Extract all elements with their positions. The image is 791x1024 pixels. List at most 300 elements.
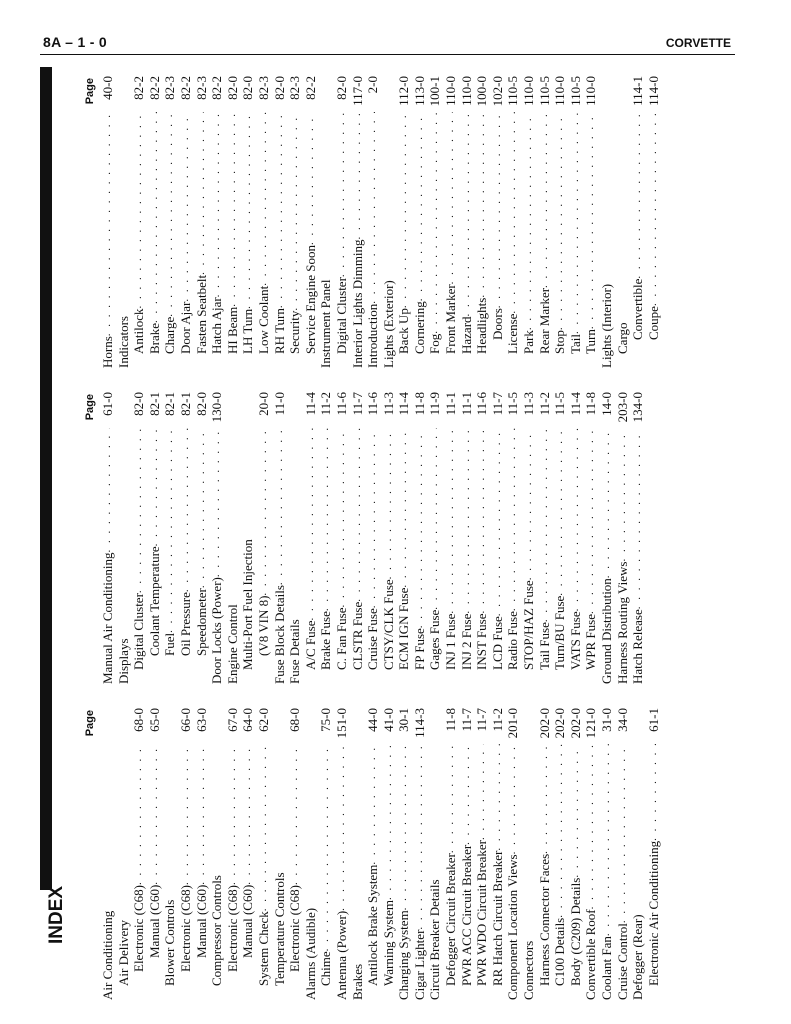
entry-page: 110-5: [505, 76, 521, 106]
entry-label: Electronic (C68): [224, 885, 240, 972]
entry-label: Cigar Lighter: [411, 929, 427, 1000]
leader-dots: [272, 428, 288, 585]
leader-dots: [147, 744, 163, 885]
entry-label: Ground Distribution: [599, 578, 614, 684]
entry-page: 100-0: [474, 76, 490, 107]
leader-dots: [396, 112, 412, 308]
index-entry: [505, 76, 521, 368]
entry-label: Electronic (C68): [287, 885, 303, 972]
entry-label: Chime: [318, 951, 334, 986]
leader-dots: [272, 112, 288, 308]
entry-label: Harness Connector Faces: [536, 853, 552, 986]
leader-dots: [505, 428, 521, 611]
entry-page: 202-0: [536, 708, 552, 739]
entry-page: 11-2: [489, 708, 505, 732]
index-entry: [365, 708, 381, 1000]
leader-dots: [583, 428, 599, 614]
leader-dots: [630, 112, 646, 279]
leader-dots: [490, 744, 506, 851]
leader-dots: [240, 744, 256, 885]
index-entry: [459, 392, 475, 684]
index-entry: [225, 76, 241, 368]
entry-label: C100 Details: [552, 917, 568, 986]
entry-label: Indicators: [115, 316, 131, 368]
entry-label: Tail: [567, 333, 583, 354]
entry-label: LH Turn: [240, 308, 256, 354]
leader-dots: [381, 428, 397, 579]
leader-dots: [474, 112, 490, 298]
index-entry: [599, 708, 615, 1000]
index-entry: [350, 76, 366, 368]
entry-label: Security: [287, 310, 303, 354]
leader-dots: [365, 744, 381, 865]
entry-page: 110-5: [536, 76, 552, 106]
entry-label: Charging System: [396, 910, 412, 1000]
index-entry: [194, 392, 210, 684]
leader-dots: [646, 744, 662, 841]
entry-label: Fasten Seatbelt: [193, 274, 209, 354]
leader-dots: [443, 112, 459, 284]
entry-label: Antenna (Power): [333, 910, 349, 1000]
entry-label: PWR WDO Circuit Breaker: [474, 840, 490, 986]
entry-label: Low Coolant: [255, 285, 271, 354]
leader-dots: [568, 744, 584, 878]
entry-page: 11-4: [567, 392, 583, 416]
index-entry: [427, 392, 443, 684]
entry-label: Front Marker: [443, 284, 459, 354]
entry-page: 62-0: [255, 708, 271, 732]
entry-label: Instrument Panel: [318, 279, 334, 368]
entry-label: FP Fuse: [411, 628, 427, 670]
leader-dots: [162, 428, 178, 633]
index-entry: [178, 76, 194, 368]
leader-dots: [443, 744, 459, 853]
leader-dots: [474, 744, 490, 840]
index-entry: [490, 76, 506, 368]
index-entry: [287, 392, 303, 684]
index-entry: [131, 708, 147, 1000]
entry-label: Fuse Block Details: [271, 585, 287, 684]
index-entry: [287, 708, 303, 1000]
entry-label: Defogger Circuit Breaker: [443, 853, 459, 986]
index-entry: [412, 76, 428, 368]
entry-page: 82-3: [162, 76, 178, 100]
entry-label: STOP/HAZ Fuse: [521, 580, 537, 670]
index-entry: [412, 708, 428, 1000]
entry-page: 110-5: [567, 76, 583, 106]
entry-label: Coolant Temperature: [146, 546, 162, 656]
entry-page: 66-0: [177, 708, 193, 732]
index-content: [84, 60, 724, 1000]
leader-dots: [537, 428, 553, 622]
entry-label: Hatch Release: [630, 609, 646, 684]
entry-label: C. Fan Fuse: [333, 607, 349, 670]
leader-dots: [287, 744, 303, 885]
entry-page: 82-0: [240, 76, 256, 100]
index-entry: [443, 708, 459, 1000]
index-entry: [350, 392, 366, 684]
index-entry: [521, 76, 537, 368]
entry-label: Radio Fuse: [505, 611, 521, 670]
entry-label: Hazard: [458, 316, 474, 354]
index-entry: [646, 708, 662, 1000]
leader-dots: [131, 112, 147, 309]
index-tab-bar: [40, 67, 52, 890]
index-entry: [303, 708, 319, 1000]
index-entry: [381, 708, 397, 1000]
leader-dots: [381, 744, 397, 900]
entry-page: 11-0: [271, 392, 287, 416]
leader-dots: [100, 112, 116, 336]
entry-page: 117-0: [349, 76, 365, 106]
index-entry: [583, 76, 599, 368]
entry-label: System Check: [255, 911, 271, 986]
leader-dots: [365, 112, 381, 304]
leader-dots: [209, 428, 225, 577]
index-entry: [318, 76, 334, 368]
entry-page: 110-0: [552, 76, 568, 106]
entry-page: 82-3: [255, 76, 271, 100]
index-entry: [443, 392, 459, 684]
entry-label: Horns: [100, 336, 115, 368]
entry-label: Compressor Controls: [209, 875, 225, 986]
entry-page: 11-2: [318, 392, 334, 416]
page-column-header: Page: [84, 710, 96, 737]
entry-page: 41-0: [380, 708, 396, 732]
entry-label: Air Conditioning: [100, 910, 115, 1000]
leader-dots: [443, 428, 459, 614]
entry-label: Turn: [583, 329, 599, 354]
leader-dots: [459, 112, 475, 316]
entry-label: Coupe: [645, 306, 661, 340]
index-entry: [240, 708, 256, 1000]
entry-label: Fog: [427, 333, 443, 354]
leader-dots: [303, 112, 319, 245]
entry-label: Antilock Brake System: [365, 864, 381, 986]
entry-label: Manual (C60): [240, 884, 256, 958]
entry-label: Fuel: [162, 632, 178, 656]
leader-dots: [318, 428, 334, 611]
entry-label: A/C Fuse: [302, 620, 318, 670]
leader-dots: [225, 112, 241, 307]
index-entry: [240, 392, 256, 684]
entry-label: Door Ajar: [177, 301, 193, 354]
entry-label: Defogger (Rear): [630, 914, 646, 1000]
leader-dots: [209, 112, 225, 297]
entry-page: 11-8: [443, 708, 459, 732]
entry-label: INJ 2 Fuse: [458, 613, 474, 670]
index-entry: [272, 76, 288, 368]
entry-page: 11-3: [380, 392, 396, 416]
entry-page: 82-2: [302, 76, 318, 100]
entry-label: HI Beam: [224, 306, 240, 354]
entry-label: LCD Fuse: [489, 616, 505, 670]
leader-dots: [459, 428, 475, 614]
index-entry: [443, 76, 459, 368]
index-entry: [287, 76, 303, 368]
index-entry: [552, 392, 568, 684]
index-entry: [381, 76, 397, 368]
leader-dots: [162, 112, 178, 317]
entry-page: 114-1: [630, 76, 646, 106]
entry-page: 65-0: [146, 708, 162, 732]
index-entry: [318, 392, 334, 684]
entry-label: RR Hatch Circuit Breaker: [489, 850, 505, 986]
index-entry: [505, 708, 521, 1000]
entry-label: Lights (Interior): [599, 283, 614, 368]
index-column-3: [84, 76, 661, 368]
index-entry: [537, 76, 553, 368]
leader-dots: [427, 428, 443, 610]
entry-label: Electronic (C68): [131, 885, 147, 972]
entry-label: Cruise Fuse: [365, 608, 381, 670]
entry-label: Temperature Controls: [271, 872, 287, 986]
index-entry: [303, 392, 319, 684]
entry-label: Rear Marker: [536, 287, 552, 354]
entry-page: 61-1: [645, 708, 661, 732]
leader-dots: [178, 744, 194, 885]
leader-dots: [599, 744, 615, 936]
index-entry: [583, 392, 599, 684]
section-number: 8A – 1 - 0: [43, 34, 107, 50]
leader-dots: [256, 428, 272, 596]
vehicle-title: CORVETTE: [665, 36, 731, 50]
index-entry: [459, 708, 475, 1000]
leader-dots: [412, 428, 428, 628]
leader-dots: [552, 112, 568, 330]
entry-page: 11-7: [489, 392, 505, 416]
index-entry: [147, 708, 163, 1000]
entry-page: 82-0: [333, 76, 349, 100]
index-entry: [630, 708, 646, 1000]
index-entry: [412, 392, 428, 684]
entry-page: 2-0: [365, 76, 381, 94]
entry-page: 110-0: [583, 76, 599, 106]
index-entry: [116, 392, 132, 684]
leader-dots: [552, 428, 568, 596]
leader-dots: [474, 428, 490, 614]
entry-page: 82-1: [177, 392, 193, 416]
index-entry: [194, 76, 210, 368]
index-entry: [365, 392, 381, 684]
index-entry: [100, 76, 116, 368]
entry-label: Circuit Breaker Details: [427, 879, 443, 1000]
leader-dots: [490, 112, 506, 308]
index-entry: [568, 76, 584, 368]
index-entry: [240, 76, 256, 368]
entry-label: Warning System: [380, 900, 396, 986]
index-entry: [162, 392, 178, 684]
index-entry: [583, 708, 599, 1000]
index-entry: [474, 76, 490, 368]
entry-label: (V8 VIN 8): [255, 595, 271, 656]
entry-label: Park: [521, 330, 537, 354]
leader-dots: [131, 428, 147, 593]
index-entry: [521, 708, 537, 1000]
entry-label: Doors: [489, 308, 505, 340]
entry-page: 11-4: [396, 392, 412, 416]
leader-dots: [256, 112, 272, 286]
entry-page: 82-0: [193, 392, 209, 416]
entry-page: 82-0: [271, 76, 287, 100]
index-entry: [209, 76, 225, 368]
index-entry: [100, 708, 116, 1000]
entry-page: 11-5: [552, 392, 568, 416]
entry-page: 11-4: [302, 392, 318, 416]
leader-dots: [225, 744, 241, 885]
entry-page: 201-0: [505, 708, 521, 739]
page-column-header: Page: [84, 394, 96, 421]
index-entry: [209, 392, 225, 684]
entry-page: 82-3: [287, 76, 303, 100]
entry-page: 110-0: [443, 76, 459, 106]
leader-dots: [131, 744, 147, 885]
entry-page: 82-0: [131, 392, 147, 416]
header-rule: [40, 54, 735, 55]
leader-dots: [256, 744, 272, 911]
entry-label: Lights (Exterior): [380, 280, 396, 368]
entry-label: Speedometer: [193, 588, 209, 656]
index-entry: [162, 76, 178, 368]
entry-page: 11-1: [458, 392, 474, 416]
leader-dots: [599, 428, 615, 578]
index-entry: [599, 392, 615, 684]
leader-dots: [537, 112, 553, 288]
index-entry: [381, 392, 397, 684]
leader-dots: [194, 112, 210, 275]
index-label: INDEX: [46, 885, 67, 944]
index-entry: [162, 708, 178, 1000]
index-entry: [272, 708, 288, 1000]
entry-page: 202-0: [552, 708, 568, 739]
index-entry: [427, 76, 443, 368]
index-entry: [209, 708, 225, 1000]
index-entry: [396, 392, 412, 684]
entry-page: 67-0: [224, 708, 240, 732]
index-entry: [365, 76, 381, 368]
leader-dots: [568, 112, 584, 334]
entry-label: Manual (C60): [146, 884, 162, 958]
entry-label: Hatch Ajar: [209, 297, 225, 354]
entry-label: Digital Cluster: [131, 593, 147, 670]
leader-dots: [178, 428, 194, 592]
entry-label: Introduction: [365, 303, 381, 368]
entry-label: WPR Fuse: [583, 614, 599, 670]
entry-label: Connectors: [521, 940, 537, 1000]
entry-page: 11-1: [443, 392, 459, 416]
entry-label: Fuse Details: [287, 619, 303, 684]
leader-dots: [334, 112, 350, 277]
entry-page: 82-2: [146, 76, 162, 100]
index-entry: [334, 76, 350, 368]
index-entry: [100, 392, 116, 684]
leader-dots: [583, 112, 599, 329]
index-entry: [599, 76, 615, 368]
index-column-1: [84, 708, 661, 1000]
entry-page: 100-1: [427, 76, 443, 107]
index-entry: [318, 708, 334, 1000]
entry-page: 82-2: [209, 76, 225, 100]
entry-page: 203-0: [614, 392, 630, 423]
entry-label: Brake: [146, 322, 162, 354]
index-entry: [303, 76, 319, 368]
index-entry: [147, 76, 163, 368]
index-entry: [272, 392, 288, 684]
leader-dots: [365, 428, 381, 608]
index-entry: [131, 76, 147, 368]
entry-label: Engine Control: [224, 604, 240, 684]
leader-dots: [194, 428, 210, 588]
index-column-2: [84, 392, 646, 684]
entry-label: Brakes: [349, 963, 365, 1000]
entry-page: 112-0: [396, 76, 412, 106]
index-entry: [521, 392, 537, 684]
entry-page: 113-0: [411, 76, 427, 106]
index-entry: [178, 392, 194, 684]
entry-label: PWR ACC Circuit Breaker: [458, 844, 474, 986]
leader-dots: [427, 112, 443, 334]
index-entry: [490, 708, 506, 1000]
entry-page: 11-7: [349, 392, 365, 416]
entry-page: 11-9: [427, 392, 443, 416]
leader-dots: [615, 744, 631, 923]
entry-page: 11-7: [458, 708, 474, 732]
index-entry: [256, 392, 272, 684]
entry-label: Interior Lights Dimming: [349, 239, 365, 368]
index-entry: [615, 392, 631, 684]
entry-label: INST Fuse: [474, 613, 490, 670]
leader-dots: [412, 112, 428, 301]
entry-page: 14-0: [599, 392, 614, 416]
index-entry: [537, 392, 553, 684]
leader-dots: [396, 744, 412, 910]
entry-page: 114-0: [645, 76, 661, 106]
leader-dots: [537, 744, 553, 854]
entry-label: Tail Fuse: [536, 622, 552, 670]
index-entry: [350, 708, 366, 1000]
page-column-header: Page: [84, 78, 96, 105]
leader-dots: [318, 744, 334, 951]
index-entry: [427, 708, 443, 1000]
leader-dots: [147, 428, 163, 546]
entry-page: 11-7: [474, 708, 490, 732]
index-entry: [256, 76, 272, 368]
entry-label: Cargo: [614, 322, 630, 354]
entry-page: 11-6: [333, 392, 349, 416]
index-entry: [474, 392, 490, 684]
entry-label: INJ 1 Fuse: [443, 613, 459, 670]
entry-page: 11-8: [583, 392, 599, 416]
entry-label: Air Delivery: [115, 919, 131, 986]
leader-dots: [303, 428, 319, 621]
leader-dots: [568, 428, 584, 611]
leader-dots: [396, 428, 412, 588]
index-entry: [225, 392, 241, 684]
entry-label: Manual Air Conditioning: [100, 552, 115, 684]
leader-dots: [147, 112, 163, 323]
entry-label: Headlights: [474, 297, 490, 354]
entry-label: Multi-Port Fuel Injection: [240, 539, 256, 670]
index-entry: [552, 708, 568, 1000]
index-entry: [490, 392, 506, 684]
index-entry: [396, 76, 412, 368]
entry-page: 34-0: [614, 708, 630, 732]
entry-page: 64-0: [240, 708, 256, 732]
entry-page: 11-8: [411, 392, 427, 416]
entry-label: Harness Routing Views: [614, 561, 630, 684]
entry-page: 61-0: [100, 392, 115, 416]
entry-label: Manual (C60): [193, 884, 209, 958]
